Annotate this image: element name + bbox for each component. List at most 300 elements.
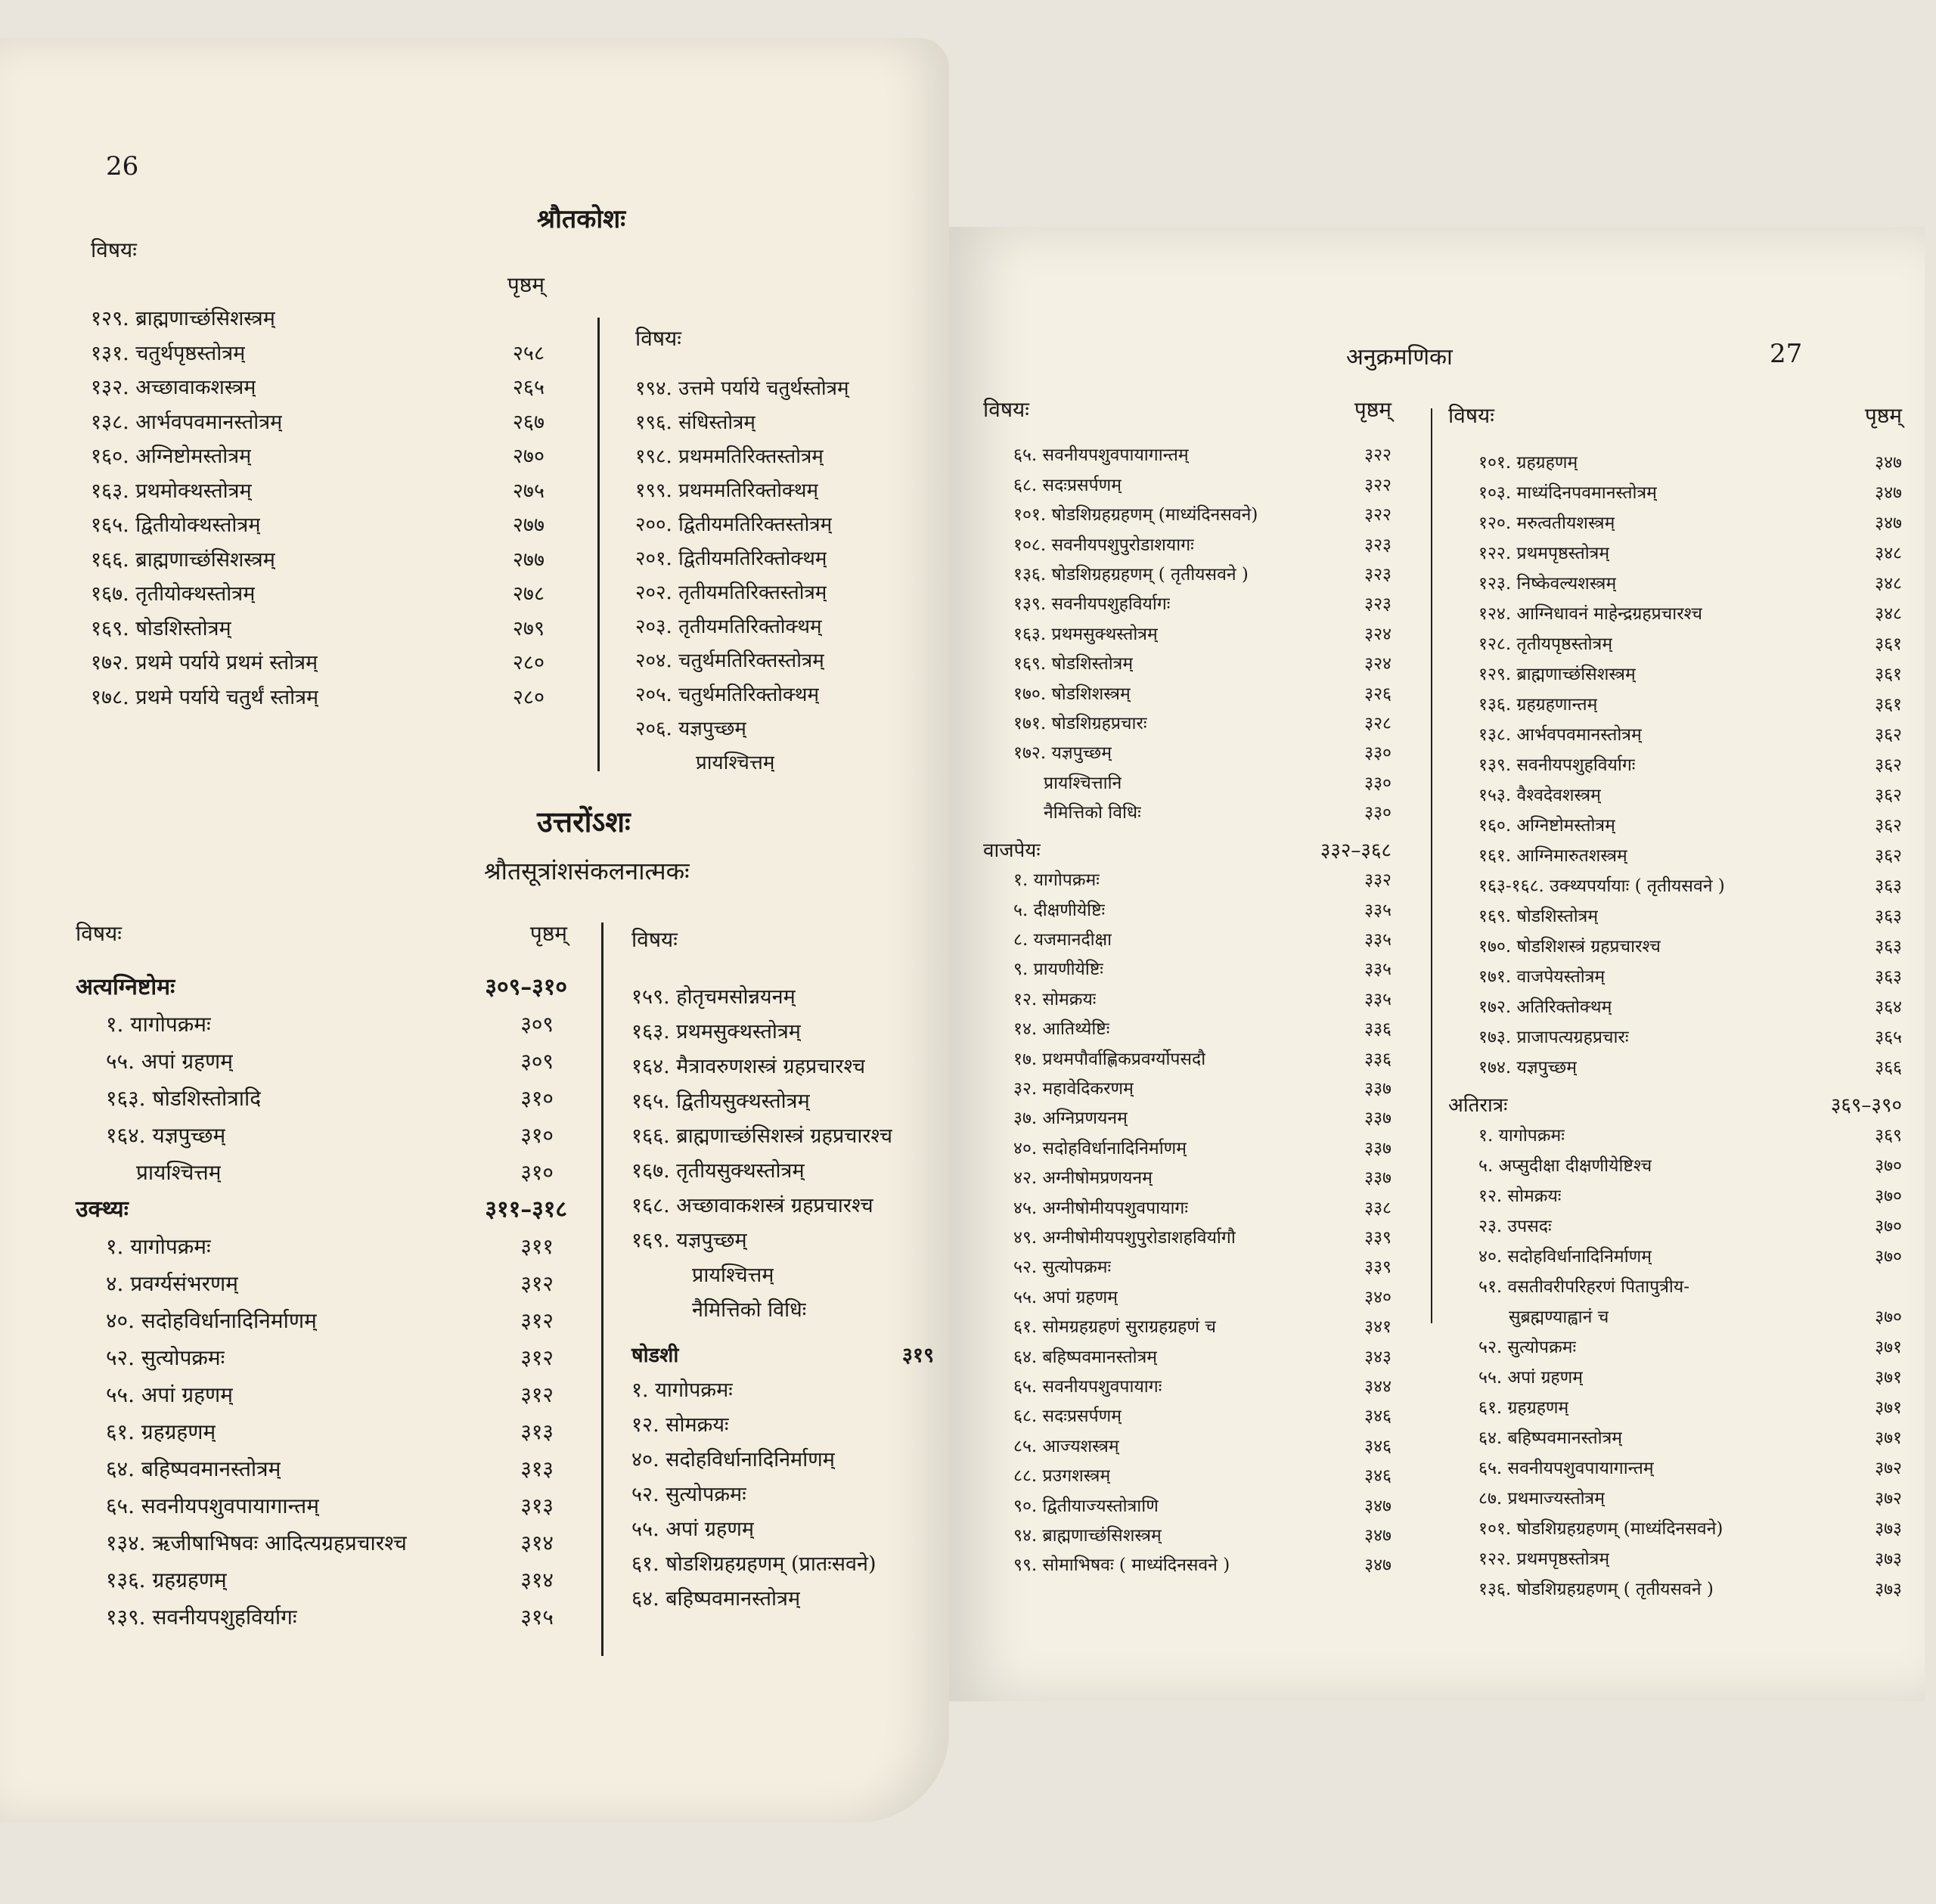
entry-title: १७३. प्राजापत्यग्रहप्रचारः xyxy=(1478,1028,1629,1047)
entry-page: ३६९ xyxy=(1875,1126,1902,1146)
entry-list xyxy=(635,372,930,780)
group-entry-list xyxy=(631,1373,934,1617)
entry-page: ३६३ xyxy=(1875,876,1902,896)
group-heading xyxy=(76,969,567,1006)
entry-page: ३७० xyxy=(1875,1217,1902,1236)
entry-title: १९६. संधिस्तोत्रम् xyxy=(635,411,755,434)
index-entry xyxy=(76,1524,567,1561)
left-page-number: 26 xyxy=(106,151,139,181)
entry-title: १७१. वाजपेयस्तोत्रम् xyxy=(1478,967,1606,987)
entry-title: ५५. अपां ग्रहणम् xyxy=(106,1049,234,1074)
entry-page: २८० xyxy=(512,651,544,674)
entry-title: ५५. अपां ग्रहणम् xyxy=(631,1518,755,1541)
entry-title: १६९. षोडशिस्तोत्रम् xyxy=(1013,654,1134,674)
entry-page: ३३० xyxy=(1364,743,1392,764)
entry-page: ३७० xyxy=(1875,1186,1902,1206)
entry-title: १. यागोपक्रमः xyxy=(106,1234,211,1259)
entry-page: २७९ xyxy=(512,616,544,640)
entry-page: २७७ xyxy=(512,547,544,572)
index-entry xyxy=(1448,1272,1902,1302)
top-right-column xyxy=(635,321,930,780)
entry-page: ३३९ xyxy=(1364,1257,1392,1278)
section-subtitle: श्रौतसूत्रांशसंकलनात्मकः xyxy=(484,857,690,885)
entry-page: ३१३ xyxy=(520,1419,554,1444)
entry-title: ५२. सुत्योपक्रमः xyxy=(1478,1338,1577,1357)
entry-title: १०३. माध्यंदिनपवमानस्तोत्रम् xyxy=(1478,483,1657,503)
index-entry xyxy=(631,1547,934,1582)
index-entry xyxy=(631,1154,934,1189)
index-entry xyxy=(1448,841,1902,871)
index-entry xyxy=(983,1551,1392,1580)
entry-title: १६४. यज्ञपुच्छम् xyxy=(106,1123,226,1148)
index-entry xyxy=(631,1512,934,1547)
index-entry xyxy=(1448,1242,1902,1272)
index-entry xyxy=(631,1478,934,1512)
entry-title: १३१. चतुर्थपृष्ठस्तोत्रम् xyxy=(91,341,246,365)
entry-title: १९९. प्रथममतिरिक्तोक्थम् xyxy=(635,479,819,502)
index-entry xyxy=(635,542,930,576)
index-entry xyxy=(1448,871,1902,901)
index-entry xyxy=(631,1373,934,1408)
index-entry xyxy=(983,1104,1392,1133)
index-entry xyxy=(635,576,930,610)
index-entry xyxy=(91,543,544,578)
entry-title: ६४. बहिष्पवमानस्तोत्रम् xyxy=(1478,1428,1623,1448)
entry-title: २०६. यज्ञपुच्छम् xyxy=(635,718,746,740)
index-entry xyxy=(76,1450,567,1487)
entry-page: ३१२ xyxy=(520,1345,554,1370)
entry-page: ३४७ xyxy=(1875,453,1902,473)
entry-title: ५५. अपां ग्रहणम् xyxy=(1478,1368,1584,1388)
index-entry xyxy=(1448,1363,1902,1393)
column-header-page: पृष्ठम् xyxy=(529,921,567,946)
index-entry xyxy=(631,1258,934,1293)
entry-page: ३०९ xyxy=(520,1049,554,1074)
index-entry xyxy=(983,1194,1392,1223)
entry-page: ३६३ xyxy=(1875,967,1902,987)
entry-title: प्रायश्चित्तानि xyxy=(1044,773,1122,793)
index-entry xyxy=(1448,1484,1902,1514)
index-entry xyxy=(983,1313,1392,1342)
index-entry xyxy=(983,620,1392,650)
entry-page: ३३० xyxy=(1364,803,1392,823)
entry-title: १. यागोपक्रमः xyxy=(631,1378,733,1402)
index-entry xyxy=(631,1293,934,1328)
entry-title: २०२. तृतीयमतिरिक्तस्तोत्रम् xyxy=(635,581,827,604)
index-entry xyxy=(983,955,1392,985)
entry-page: ३६१ xyxy=(1875,695,1902,715)
entry-page: ३७० xyxy=(1875,1247,1902,1267)
entry-title: १३२. अच्छावाकशस्त्रम् xyxy=(91,376,256,399)
index-entry xyxy=(91,646,544,681)
entry-page: ३६२ xyxy=(1875,725,1902,745)
entry-title: ५२. सुत्योपक्रमः xyxy=(106,1345,225,1370)
right-page xyxy=(949,227,1925,1701)
entry-title: १०१. षोडशिग्रहग्रहणम् (माध्यंदिनसवने) xyxy=(1013,505,1258,526)
entry-title: ६४. बहिष्पवमानस्तोत्रम् xyxy=(631,1587,801,1611)
index-entry xyxy=(76,1487,567,1524)
entry-title: ५. दीक्षणीयेष्टिः xyxy=(1013,900,1106,920)
entry-title: ५१. वसतीवरीपरिहरणं पितापुत्रीय- xyxy=(1478,1277,1690,1297)
index-entry xyxy=(76,1413,567,1450)
entry-title: ३२. महावेदिकरणम् xyxy=(1013,1078,1134,1099)
column-header-page: पृष्ठम् xyxy=(1354,397,1392,422)
index-entry xyxy=(983,1343,1392,1372)
column-header-subject: विषयः xyxy=(635,326,681,351)
index-entry xyxy=(1448,690,1902,720)
entry-page: ३२८ xyxy=(1364,714,1392,734)
entry-page: ३७१ xyxy=(1875,1368,1902,1388)
index-entry xyxy=(983,769,1392,799)
index-entry xyxy=(635,406,930,440)
entry-title: १७०. षोडशिशस्त्रं ग्रहप्रचारश्च xyxy=(1478,937,1661,957)
group-heading xyxy=(76,1191,567,1228)
entry-title: १६९. यज्ञपुच्छम् xyxy=(631,1229,747,1252)
entry-page: ३३५ xyxy=(1364,900,1392,920)
entry-title: ६१. षोडशिग्रहग्रहणम् (प्रातःसवने) xyxy=(631,1552,876,1576)
entry-page: ३३६ xyxy=(1364,1019,1392,1040)
group-entry-list xyxy=(983,866,1392,1581)
entry-page: ३१४ xyxy=(520,1530,554,1555)
index-entry xyxy=(76,1043,567,1080)
index-entry xyxy=(631,1084,934,1119)
entry-page: ३३५ xyxy=(1364,929,1392,950)
entry-title: १६३-१६८. उक्थ्यपर्यायाः ( तृतीयसवने ) xyxy=(1478,876,1725,896)
index-entry xyxy=(983,1253,1392,1282)
right-column-2 xyxy=(1403,401,1902,1605)
index-entry xyxy=(76,1302,567,1339)
index-entry xyxy=(1448,1121,1902,1151)
entry-title: १६९. षोडशिस्तोत्रम् xyxy=(91,616,231,640)
entry-title: १२. सोमक्रयः xyxy=(631,1413,729,1437)
entry-title: १२४. आग्निधावनं माहेन्द्रग्रहप्रचारश्च xyxy=(1478,604,1703,624)
index-entry xyxy=(1448,750,1902,780)
column-header-page: पृष्ठम् xyxy=(507,271,544,297)
entry-list xyxy=(1448,448,1902,1083)
entry-title: २३. उपसदः xyxy=(1478,1217,1552,1236)
index-entry xyxy=(635,644,930,678)
index-entry xyxy=(1448,659,1902,690)
entry-page: ३४७ xyxy=(1875,513,1902,533)
entry-title: १२२. प्रथमपृष्ठस्तोत्रम् xyxy=(1478,1549,1610,1569)
index-entry xyxy=(983,1402,1392,1431)
entry-page: ३७३ xyxy=(1875,1519,1902,1539)
entry-title: नैमित्तिको विधिः xyxy=(692,1298,807,1322)
entry-list xyxy=(76,969,567,1636)
entry-title: १२९. ब्राह्मणाच्छंसिशस्त्रम् xyxy=(91,307,275,330)
index-entry xyxy=(983,1372,1392,1402)
entry-title: ५५. अपां ग्रहणम् xyxy=(1013,1287,1118,1307)
entry-title: १६३. षोडशिस्तोत्रादि xyxy=(106,1086,262,1111)
index-entry xyxy=(631,980,934,1015)
index-entry xyxy=(983,590,1392,619)
entry-title: १३६. षोडशिग्रहग्रहणम् ( तृतीयसवने ) xyxy=(1478,1580,1714,1599)
entry-title: १३९. सवनीयपशुहविर्यागः xyxy=(1013,594,1171,615)
entry-page: ३४४ xyxy=(1364,1377,1392,1397)
index-entry xyxy=(631,1119,934,1154)
index-entry xyxy=(1448,508,1902,538)
entry-title: प्रायश्चित्तम् xyxy=(136,1160,222,1185)
entry-page: ३३५ xyxy=(1364,960,1392,980)
index-entry xyxy=(76,1599,567,1636)
entry-page: ३७३ xyxy=(1875,1580,1902,1599)
entry-title: ५५. अपां ग्रहणम् xyxy=(106,1382,234,1407)
index-entry xyxy=(1448,1302,1902,1332)
index-entry xyxy=(1448,1053,1902,1083)
entry-title: ४०. सदोहविर्धानादिनिर्माणम् xyxy=(1478,1247,1652,1267)
index-entry xyxy=(1448,780,1902,811)
entry-page: ३६२ xyxy=(1875,816,1902,836)
entry-page: ३३७ xyxy=(1364,1078,1392,1099)
left-page-title: श्रौतकोशः xyxy=(537,204,626,234)
entry-title: १६६. ब्राह्मणाच्छंसिशस्त्रं ग्रहप्रचारश्च xyxy=(631,1124,893,1148)
entry-title: ६१. ग्रहग्रहणम् xyxy=(1478,1398,1569,1418)
entry-title: १५९. होतृचमसोन्नयनम् xyxy=(631,985,796,1009)
index-entry xyxy=(631,1050,934,1084)
entry-title: २०१. द्वितीयमतिरिक्तोक्थम् xyxy=(635,547,827,570)
entry-title: प्रायश्चित्तम् xyxy=(696,752,775,774)
index-entry xyxy=(1448,448,1902,478)
entry-title: १७२. प्रथमे पर्याये प्रथमं स्तोत्रम् xyxy=(91,651,318,674)
index-entry xyxy=(1448,1393,1902,1423)
entry-title: ९०. द्वितीयाज्यस्तोत्राणि xyxy=(1013,1496,1159,1516)
index-entry xyxy=(635,474,930,508)
entry-title: १३९. सवनीयपशुहविर्यागः xyxy=(106,1605,297,1630)
index-entry xyxy=(983,560,1392,590)
index-entry xyxy=(983,471,1392,501)
index-entry xyxy=(76,1376,567,1413)
index-entry xyxy=(91,612,544,647)
entry-title: १०१. ग्रहग्रहणम् xyxy=(1478,453,1578,473)
index-entry xyxy=(983,501,1392,530)
index-entry xyxy=(1448,538,1902,569)
bottom-right-column xyxy=(631,923,934,1617)
entry-page: ३२४ xyxy=(1364,654,1392,674)
entry-page: ३६२ xyxy=(1875,846,1902,866)
entry-title: १९४. उत्तमे पर्याये चतुर्थस्तोत्रम् xyxy=(635,377,849,400)
right-page-number: 27 xyxy=(1770,339,1803,369)
index-entry xyxy=(983,926,1392,955)
index-entry xyxy=(1448,1332,1902,1363)
entry-title: १६४. मैत्रावरुणशस्त्रं ग्रहप्रचारश्च xyxy=(631,1055,866,1078)
entry-page: ३३५ xyxy=(1364,989,1392,1009)
index-entry xyxy=(1448,932,1902,962)
index-entry xyxy=(91,681,544,715)
entry-title: प्रायश्चित्तम् xyxy=(692,1264,774,1287)
index-entry xyxy=(1448,992,1902,1022)
index-entry xyxy=(76,1339,567,1376)
entry-page: ३२२ xyxy=(1364,445,1392,466)
entry-title: २०५. चतुर्थमतिरिक्तोक्थम् xyxy=(635,684,819,706)
entry-page: ३१० xyxy=(520,1123,554,1148)
entry-page: ३३० xyxy=(1364,773,1392,793)
entry-page: ३२३ xyxy=(1364,594,1392,615)
entry-page: ३२६ xyxy=(1364,684,1392,704)
entry-title: ३७. अग्निप्रणयनम् xyxy=(1013,1109,1128,1129)
entry-title: ६४. बहिष्पवमानस्तोत्रम् xyxy=(106,1456,281,1481)
entry-title: १६१. आग्निमारुतशस्त्रम् xyxy=(1478,846,1627,866)
index-entry xyxy=(983,739,1392,768)
entry-title: ८५. आज्यशस्त्रम् xyxy=(1013,1436,1119,1456)
entry-title: १७२. यज्ञपुच्छम् xyxy=(1013,743,1112,764)
entry-page: ३७१ xyxy=(1875,1338,1902,1357)
index-entry xyxy=(983,650,1392,679)
index-entry xyxy=(76,1228,567,1265)
entry-page: ३६६ xyxy=(1875,1058,1902,1078)
index-entry xyxy=(1448,629,1902,659)
column-header-page: पृष्ठम् xyxy=(1864,403,1902,428)
index-entry xyxy=(76,1265,567,1302)
index-entry xyxy=(983,1283,1392,1313)
right-page-title: अनुक्रमणिका xyxy=(1346,344,1453,371)
entry-title: १६३. प्रथमसुक्थस्तोत्रम् xyxy=(631,1020,801,1043)
entry-page: ३६१ xyxy=(1875,634,1902,654)
entry-title: १. यागोपक्रमः xyxy=(106,1012,211,1037)
index-entry xyxy=(983,896,1392,926)
index-entry xyxy=(91,336,544,371)
entry-title: १३८. आर्भवपवमानस्तोत्रम् xyxy=(1478,725,1642,745)
entry-title: १७२. अतिरिक्तोक्थम् xyxy=(1478,997,1612,1017)
column-header-subject: विषयः xyxy=(76,921,122,946)
entry-title: १७१. षोडशिग्रहप्रचारः xyxy=(1013,714,1147,734)
column-header-subject: विषयः xyxy=(631,927,678,952)
index-entry xyxy=(76,1561,567,1599)
entry-page: ३४६ xyxy=(1364,1436,1392,1456)
column-header-subject: विषयः xyxy=(91,237,137,262)
entry-page: ३४६ xyxy=(1364,1406,1392,1427)
entry-page: २६५ xyxy=(512,376,544,399)
entry-title: नैमित्तिको विधिः xyxy=(1044,803,1141,823)
index-entry xyxy=(1448,478,1902,508)
entry-title: १३६. ग्रहग्रहणान्तम् xyxy=(1478,695,1598,715)
index-entry xyxy=(983,985,1392,1015)
entry-title: १३८. आर्भवपवमानस्तोत्रम् xyxy=(91,410,283,434)
index-entry xyxy=(76,1154,567,1191)
group-title: अत्यग्निष्टोमः xyxy=(76,974,175,1000)
index-entry xyxy=(983,531,1392,560)
entry-title: १२२. प्रथमपृष्ठस्तोत्रम् xyxy=(1478,544,1610,563)
entry-list xyxy=(91,302,544,715)
entry-page: ३३७ xyxy=(1364,1109,1392,1129)
entry-title: १२९. ब्राह्मणाच्छंसिशस्त्रम् xyxy=(1478,665,1636,684)
entry-title: ४०. सदोहविर्धानादिनिर्माणम् xyxy=(631,1448,835,1471)
entry-title: १२०. मरुत्वतीयशस्त्रम् xyxy=(1478,513,1615,533)
entry-page: ३३६ xyxy=(1364,1049,1392,1069)
index-entry xyxy=(91,439,544,474)
entry-page: ३४० xyxy=(1364,1287,1392,1307)
index-entry xyxy=(1448,1574,1902,1605)
entry-title: १०८. सवनीयपशुपुरोडाशयागः xyxy=(1013,535,1194,555)
entry-title: ४. प्रवर्ग्यसंभरणम् xyxy=(106,1271,239,1296)
entry-title: १६७. तृतीयोक्थस्तोत्रम् xyxy=(91,582,256,606)
index-entry xyxy=(1448,811,1902,841)
entry-page: ३४६ xyxy=(1364,1466,1392,1487)
index-entry xyxy=(91,508,544,543)
entry-title: ६५. सवनीयपशुवपायागान्तम् xyxy=(1478,1459,1654,1478)
entry-title: १३४. ऋजीषाभिषवः आदित्यग्रहप्रचारश्च xyxy=(106,1530,407,1555)
entry-page: ३४३ xyxy=(1364,1347,1392,1367)
entry-page: ३११ xyxy=(520,1234,554,1259)
entry-page: ३३२ xyxy=(1364,870,1392,891)
entry-title: १३९. सवनीयपशुहविर्यागः xyxy=(1478,755,1636,775)
entry-page: २७० xyxy=(512,445,544,468)
entry-page: ३७१ xyxy=(1875,1428,1902,1448)
top-left-column xyxy=(91,233,544,715)
entry-title: ८७. प्रथमाज्यस्तोत्रम् xyxy=(1478,1489,1605,1509)
index-entry xyxy=(1448,962,1902,992)
entry-page: ३२२ xyxy=(1364,505,1392,526)
entry-page: ३३७ xyxy=(1364,1168,1392,1189)
entry-title: ४५. अग्नीषोमीयपशुवपायागः xyxy=(1013,1198,1189,1218)
index-entry xyxy=(631,1582,934,1617)
group-heading: अतिरात्रः ३६९–३९० xyxy=(1448,1094,1902,1117)
group-entry-list xyxy=(1448,1121,1902,1605)
index-entry xyxy=(91,371,544,405)
entry-title: १. यागोपक्रमः xyxy=(1013,870,1100,891)
entry-title: ६१. सोमग्रहग्रहणं सुराग्रहग्रहणं च xyxy=(1013,1317,1216,1338)
entry-title: ४२. अग्नीषोमप्रणयनम् xyxy=(1013,1168,1153,1189)
index-entry xyxy=(631,1443,934,1478)
index-entry xyxy=(635,746,930,780)
index-entry xyxy=(91,302,544,336)
entry-title: ९४. ब्राह्मणाच्छंसिशस्त्रम् xyxy=(1013,1526,1162,1546)
entry-page: ३४७ xyxy=(1364,1555,1392,1576)
index-entry xyxy=(983,1492,1392,1521)
entry-page: २७५ xyxy=(512,479,544,503)
entry-page: ३३७ xyxy=(1364,1138,1392,1158)
entry-page: ३४८ xyxy=(1875,544,1902,563)
entry-page: ३१४ xyxy=(520,1568,554,1592)
entry-title: १२३. निष्केवल्यशस्त्रम् xyxy=(1478,574,1617,594)
entry-page: ३७२ xyxy=(1875,1459,1902,1478)
index-entry xyxy=(983,799,1392,828)
index-entry xyxy=(76,1117,567,1154)
index-entry xyxy=(631,1189,934,1223)
index-entry xyxy=(1448,901,1902,932)
entry-title: ४०. सदोहविर्धानादिनिर्माणम् xyxy=(1013,1138,1187,1158)
entry-page: ३०९ xyxy=(520,1012,554,1037)
entry-page: ३६४ xyxy=(1875,997,1902,1017)
index-entry xyxy=(1448,1211,1902,1242)
entry-page: ३३९ xyxy=(1364,1227,1392,1248)
entry-page: ३१२ xyxy=(520,1382,554,1407)
entry-page: ३२३ xyxy=(1364,565,1392,585)
group-page-range: ३०९–३१० xyxy=(485,974,567,1000)
index-entry xyxy=(631,1223,934,1258)
index-entry xyxy=(983,1164,1392,1193)
index-entry xyxy=(76,1006,567,1043)
index-entry xyxy=(983,1045,1392,1074)
index-entry xyxy=(635,440,930,474)
entry-page: ३१५ xyxy=(520,1605,554,1630)
entry-title: २०४. चतुर्थमतिरिक्तस्तोत्रम् xyxy=(635,650,824,672)
entry-title: १६३. प्रथमोक्थस्तोत्रम् xyxy=(91,479,252,503)
entry-title: १३६. षोडशिग्रहग्रहणम् ( तृतीयसवने ) xyxy=(1013,565,1249,585)
entry-page: ३७२ xyxy=(1875,1489,1902,1509)
entry-title: ६१. ग्रहग्रहणम् xyxy=(106,1419,216,1444)
entry-title: १७४. यज्ञपुच्छम् xyxy=(1478,1058,1577,1078)
entry-page: ३६३ xyxy=(1875,907,1902,926)
entry-title: १७. प्रथमपौर्वाह्णिकप्रवर्ग्योपसदौ xyxy=(1013,1049,1206,1069)
index-entry xyxy=(1448,1423,1902,1453)
entry-title: १७०. षोडशिशस्त्रम् xyxy=(1013,684,1131,704)
index-entry xyxy=(983,680,1392,709)
index-entry xyxy=(91,405,544,440)
entry-title: ९९. सोमाभिषवः ( माध्यंदिनसवने ) xyxy=(1013,1555,1230,1576)
group-heading: वाजपेयः ३३२–३६८ xyxy=(983,839,1392,862)
entry-title: १६०. अग्निष्टोमस्तोत्रम् xyxy=(91,445,252,468)
entry-page: २८० xyxy=(512,685,544,709)
